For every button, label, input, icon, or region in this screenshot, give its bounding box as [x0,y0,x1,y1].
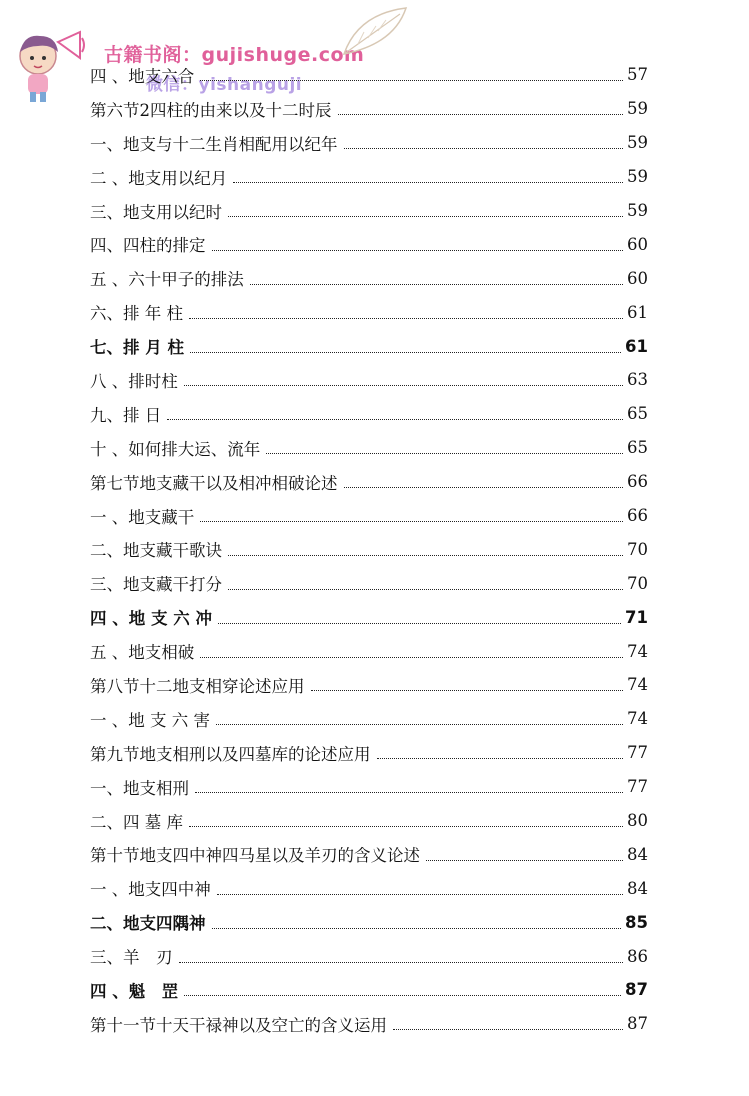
toc-entry-page: 74 [627,709,648,729]
toc-entry-title: 三、羊 刃 [90,948,173,968]
dot-leader [216,724,623,725]
dot-leader [233,182,623,183]
toc-entry-page: 87 [625,980,648,1000]
dot-leader [250,284,623,285]
toc-entry [90,431,650,465]
dot-leader [179,962,624,963]
toc-entry [90,871,650,905]
toc-entry-page: 60 [627,268,648,288]
toc-entry-page: 74 [627,641,648,661]
leaf-decoration-icon [338,4,412,60]
dot-leader [200,521,623,522]
dot-leader [393,1029,623,1030]
toc-entry [90,465,650,499]
dot-leader [212,250,624,251]
toc-entry-title: 第七节地支藏干以及相冲相破论述 [90,473,338,493]
toc-entry-page: 63 [627,370,648,390]
toc-entry [90,770,650,804]
watermark-site: 古籍书阁：gujishuge.com [104,44,365,66]
dot-leader [266,453,623,454]
dot-leader [344,487,624,488]
toc-entry-title: 四 、地支六合 [90,66,195,86]
toc-entry [90,600,650,634]
toc-entry-title: 八 、排时柱 [90,371,178,391]
toc-entry-page: 84 [627,878,648,898]
toc-entry [90,160,650,194]
toc-entry [90,329,650,363]
toc-entry-page: 77 [627,743,648,763]
toc-entry-title: 二、地支四隅神 [90,914,206,934]
toc-entry [90,736,650,770]
toc-entry-title: 三、地支藏干打分 [90,575,222,595]
toc-entry [90,634,650,668]
toc-entry-title: 一、地支与十二生肖相配用以纪年 [90,134,338,154]
toc-entry-title: 三、地支用以纪时 [90,202,222,222]
toc-entry-title: 二、四 墓 库 [90,812,183,832]
toc-entry [90,295,650,329]
dot-leader [344,148,624,149]
toc-entry-page: 80 [627,811,648,831]
toc-entry-page: 59 [627,201,648,220]
toc-entry-title: 第十节地支四中神四马星以及羊刃的含义论述 [90,846,420,866]
toc-entry [90,702,650,736]
toc-entry [90,92,650,126]
toc-entry [90,126,650,160]
toc-entry-title: 一 、地 支 六 害 [90,710,210,730]
toc-entry-title: 九、排 日 [90,405,162,425]
dot-leader [228,216,623,217]
toc-entry-page: 77 [627,777,648,797]
dot-leader [217,894,623,895]
toc-entry [90,973,650,1007]
toc-entry-page: 61 [627,302,648,322]
toc-entry-title: 六、排 年 柱 [90,304,183,324]
toc-entry-title: 二 、地支用以纪月 [90,168,228,188]
toc-entry-page: 65 [627,438,648,458]
table-of-contents [90,58,650,1041]
toc-entry-title: 四、四柱的排定 [90,236,206,256]
toc-entry-title: 五 、地支相破 [90,643,195,663]
toc-entry [90,227,650,261]
toc-entry [90,1007,650,1041]
toc-entry [90,566,650,600]
dot-leader [189,826,623,827]
dot-leader [212,928,622,929]
dot-leader [426,860,623,861]
toc-entry-title: 第九节地支相刑以及四墓库的论述应用 [90,744,371,764]
dot-leader [200,80,623,81]
toc-entry-page: 59 [627,167,648,187]
dot-leader [228,555,623,556]
toc-entry [90,261,650,295]
toc-entry-title: 四 、地 支 六 冲 [90,609,212,629]
toc-entry [90,804,650,838]
dot-leader [167,419,623,420]
toc-entry [90,668,650,702]
toc-entry-title: 第十一节十天干禄神以及空亡的含义运用 [90,1015,387,1035]
dot-leader [189,318,623,319]
dot-leader [195,792,623,793]
toc-entry-title: 十 、如何排大运、流年 [90,439,261,459]
toc-entry-page: 66 [627,506,648,526]
toc-entry-title: 一 、地支四中神 [90,880,211,900]
dot-leader [200,657,623,658]
toc-entry-page: 60 [627,234,648,254]
toc-entry-page: 74 [627,675,648,695]
toc-entry-page: 86 [627,946,648,966]
toc-entry-title: 一、地支相刑 [90,778,189,798]
toc-entry-page: 66 [627,472,648,492]
toc-entry [90,532,650,566]
toc-entry-title: 七、排 月 柱 [90,338,184,358]
toc-entry-title: 五 、六十甲子的排法 [90,270,244,290]
toc-entry-title: 二、地支藏干歌诀 [90,541,222,561]
toc-entry-page: 57 [627,65,648,85]
toc-entry-title: 一 、地支藏干 [90,507,195,527]
toc-entry [90,837,650,871]
dot-leader [184,995,621,996]
toc-entry [90,905,650,939]
toc-entry-page: 65 [627,404,648,424]
dot-leader [184,385,623,386]
toc-entry-page: 59 [627,133,648,153]
toc-entry [90,397,650,431]
toc-entry [90,363,650,397]
dot-leader [311,690,624,691]
dot-leader [218,623,621,624]
dot-leader [338,114,624,115]
toc-entry-page: 87 [627,1014,648,1034]
dot-leader [190,352,621,353]
toc-entry [90,58,650,92]
toc-entry-page: 70 [627,539,648,559]
toc-entry-page: 71 [625,607,648,627]
dot-leader [228,589,623,590]
toc-entry [90,194,650,228]
dot-leader [377,758,624,759]
toc-entry-page: 84 [627,844,648,864]
toc-entry-page: 85 [625,912,648,932]
toc-entry-page: 59 [627,99,648,119]
toc-entry-title: 第六节2四柱的由来以及十二时辰 [90,100,332,120]
toc-entry-page: 70 [627,573,648,593]
toc-entry-page: 61 [625,336,648,356]
toc-entry-title: 四 、魁 罡 [90,981,179,1001]
toc-entry [90,939,650,973]
toc-entry [90,499,650,533]
watermark-wechat: 微信：yishanguji [146,75,303,95]
toc-entry-title: 第八节十二地支相穿论述应用 [90,676,305,696]
mascot-logo-icon [8,28,88,106]
